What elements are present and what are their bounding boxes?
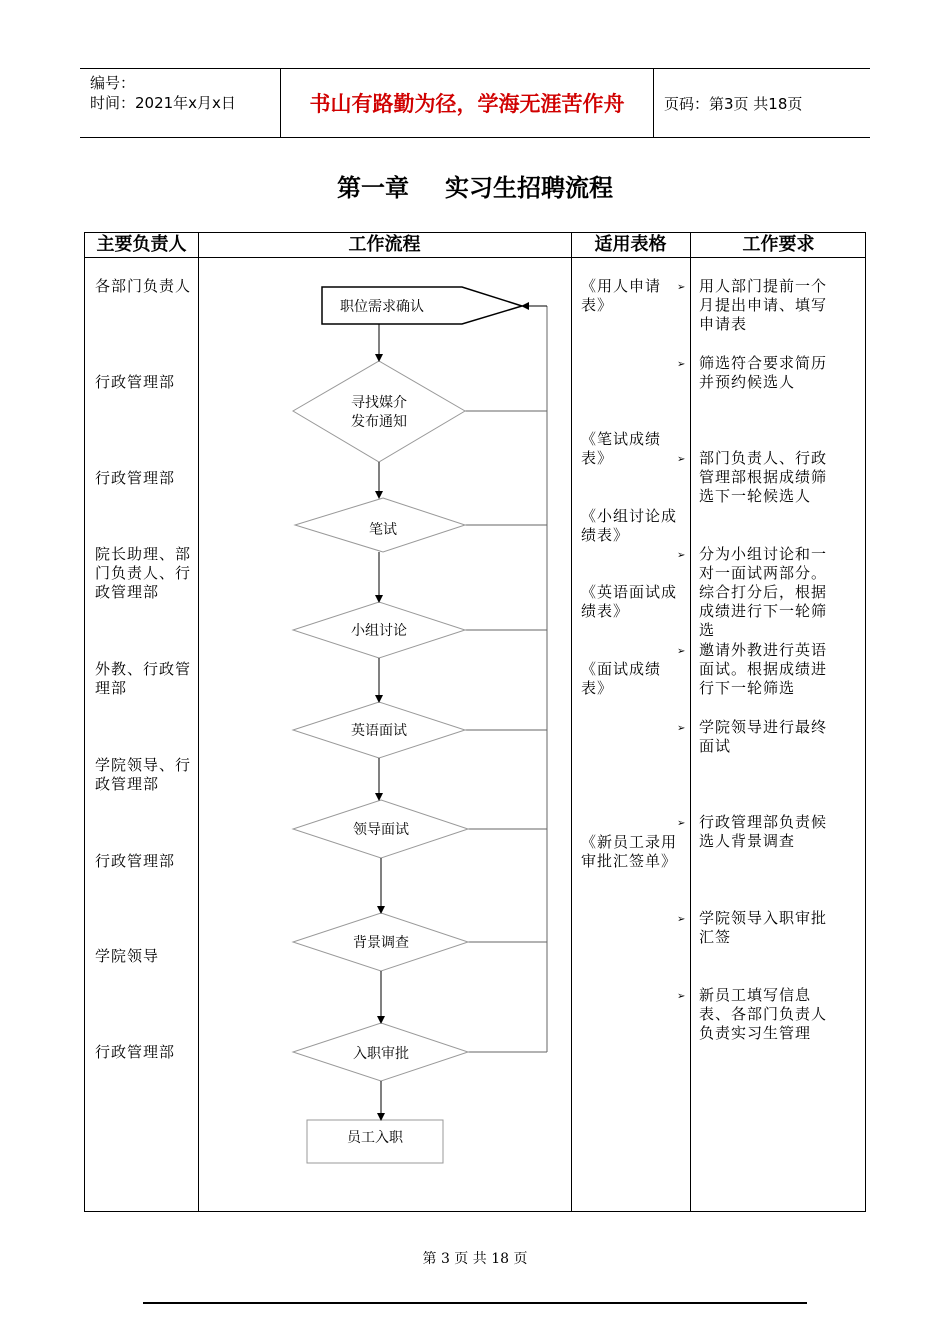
page-footer: 第 3 页 共 18 页	[422, 1251, 528, 1267]
footer-rule	[143, 1302, 807, 1304]
date-label: 时间：2021年x月x日	[90, 94, 236, 112]
motto: 书山有路勤为径，学海无涯苦作舟	[309, 91, 625, 116]
flow-step-5: 英语面试	[351, 723, 407, 739]
responsible-7: 行政管理部	[95, 852, 176, 870]
responsible-5: 外教、行政管理部	[95, 660, 192, 697]
requirement-text: 行政管理部负责候选人背景调查	[699, 813, 828, 850]
requirement-text: 学院领导入职审批汇签	[699, 909, 828, 946]
flow-step-6: 领导面试	[353, 822, 409, 838]
responsible-8: 学院领导	[95, 947, 160, 965]
requirement-text: 筛选符合要求简历并预约候选人	[699, 354, 828, 391]
col-header-requirements: 工作要求	[742, 234, 815, 255]
col-header-workflow: 工作流程	[348, 234, 421, 255]
form-4: 《英语面试成绩表》	[581, 583, 678, 620]
flow-step-9: 员工入职	[347, 1130, 403, 1146]
responsible-6: 学院领导、行政管理部	[95, 756, 192, 793]
arrow-bullet-icon: ➢	[677, 914, 687, 925]
col-header-responsible: 主要负责人	[96, 234, 187, 255]
requirement-text: 新员工填写信息表、各部门负责人负责实习生管理	[699, 986, 828, 1042]
responsible-1: 各部门负责人	[95, 277, 192, 295]
page-label: 页码：第3页 共18页	[664, 94, 803, 113]
number-label: 编号：	[90, 74, 136, 92]
requirement-text: 用人部门提前一个月提出申请、填写申请表	[699, 277, 828, 333]
arrow-bullet-icon: ➢	[677, 723, 687, 734]
col-header-forms: 适用表格	[594, 234, 667, 255]
arrow-bullet-icon: ➢	[677, 282, 687, 293]
responsible-4: 院长助理、部门负责人、行政管理部	[95, 545, 192, 601]
flow-step-2a: 寻找媒介	[351, 395, 407, 411]
flow-step-3: 笔试	[369, 522, 397, 538]
arrow-bullet-icon: ➢	[677, 359, 687, 370]
responsible-2: 行政管理部	[95, 373, 176, 391]
chapter-number: 第一章	[337, 174, 409, 202]
arrow-bullet-icon: ➢	[677, 818, 687, 829]
form-1: 《用人申请表》	[581, 277, 662, 314]
form-2: 《笔试成绩表》	[581, 430, 662, 467]
requirement-text: 部门负责人、行政管理部根据成绩筛选下一轮候选人	[699, 449, 828, 505]
chapter-name: 实习生招聘流程	[445, 174, 613, 202]
requirement-text: 邀请外教进行英语面试。根据成绩进行下一轮筛选	[699, 641, 828, 697]
requirement-text: 分为小组讨论和一对一面试两部分。综合打分后，根据成绩进行下一轮筛选	[699, 545, 828, 639]
form-6: 《新员工录用审批汇签单》	[581, 833, 678, 870]
arrow-bullet-icon: ➢	[677, 454, 687, 465]
flow-step-1: 职位需求确认	[340, 299, 424, 315]
flow-step-2b: 发布通知	[351, 414, 407, 430]
arrow-bullet-icon: ➢	[677, 646, 687, 657]
arrow-bullet-icon: ➢	[677, 550, 687, 561]
form-3: 《小组讨论成绩表》	[581, 507, 678, 544]
responsible-3: 行政管理部	[95, 469, 176, 487]
arrow-bullet-icon: ➢	[677, 991, 687, 1002]
flow-step-7: 背景调查	[353, 935, 409, 951]
requirement-text: 学院领导进行最终面试	[699, 718, 828, 755]
decision-media	[293, 361, 465, 462]
flow-step-4: 小组讨论	[351, 623, 407, 639]
form-5: 《面试成绩表》	[581, 660, 662, 697]
flow-step-8: 入职审批	[353, 1046, 409, 1062]
responsible-9: 行政管理部	[95, 1043, 176, 1061]
